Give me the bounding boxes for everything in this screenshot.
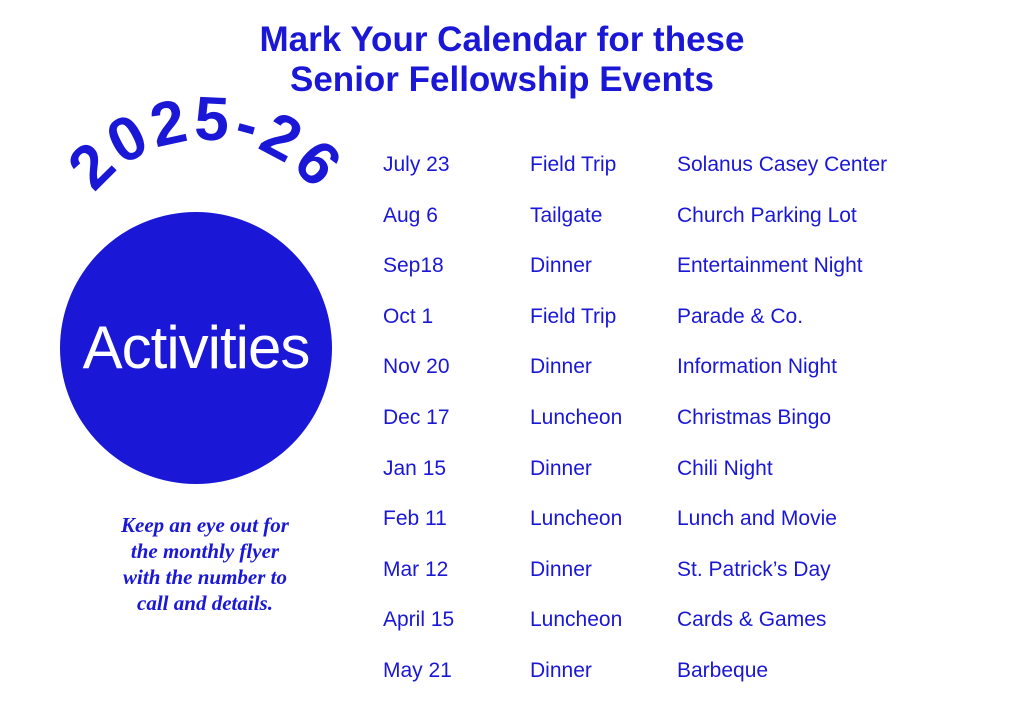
event-date: Feb 11 xyxy=(383,507,447,531)
event-row xyxy=(383,251,1003,302)
event-date: Nov 20 xyxy=(383,355,450,379)
event-date: Jan 15 xyxy=(383,456,447,480)
event-date: Mar 12 xyxy=(383,557,449,581)
note-line-3: with the number to xyxy=(123,565,287,589)
event-date: Oct 1 xyxy=(383,304,434,328)
note-line-2: the monthly flyer xyxy=(130,539,280,563)
note-line-1: Keep an eye out for xyxy=(121,513,289,537)
year-text: 2025-26 xyxy=(55,84,357,203)
event-type: Luncheon xyxy=(530,507,623,531)
event-row xyxy=(383,150,1003,201)
year-arc-text xyxy=(55,84,357,202)
event-type: Luncheon xyxy=(530,608,623,632)
event-row xyxy=(383,656,1003,707)
event-date: Aug 6 xyxy=(383,203,438,227)
title-line-2: Senior Fellowship Events xyxy=(290,60,714,99)
event-date: Dec 17 xyxy=(383,405,450,429)
event-description: Information Night xyxy=(677,355,837,379)
event-type: Field Trip xyxy=(530,304,617,328)
event-date: May 21 xyxy=(383,658,452,682)
event-description: Church Parking Lot xyxy=(677,203,857,227)
event-type: Luncheon xyxy=(530,405,623,429)
event-row xyxy=(383,454,1003,505)
event-row xyxy=(383,403,1003,454)
event-description: Barbeque xyxy=(677,658,769,682)
event-date: April 15 xyxy=(383,608,455,632)
event-date: Sep18 xyxy=(383,254,444,278)
event-description: Parade & Co. xyxy=(677,304,804,328)
event-type: Dinner xyxy=(530,456,592,480)
events-list xyxy=(383,150,1003,707)
page-title xyxy=(0,20,1004,100)
event-type: Dinner xyxy=(530,254,592,278)
event-description: Solanus Casey Center xyxy=(677,153,888,176)
event-date: July 23 xyxy=(383,153,450,176)
event-row xyxy=(383,201,1003,252)
event-row xyxy=(383,352,1003,403)
event-type: Tailgate xyxy=(530,203,603,227)
event-row xyxy=(383,555,1003,606)
event-description: St. Patrick’s Day xyxy=(677,557,831,581)
event-description: Cards & Games xyxy=(677,608,827,632)
note-line-4: call and details. xyxy=(137,591,273,615)
event-type: Field Trip xyxy=(530,153,617,176)
event-description: Entertainment Night xyxy=(677,254,863,278)
event-description: Lunch and Movie xyxy=(677,507,837,531)
activities-label: Activities xyxy=(82,314,310,381)
flyer-note xyxy=(60,512,350,616)
event-row xyxy=(383,605,1003,656)
event-type: Dinner xyxy=(530,355,592,379)
event-row xyxy=(383,302,1003,353)
title-line-1: Mark Your Calendar for these xyxy=(259,20,745,59)
event-type: Dinner xyxy=(530,557,592,581)
event-type: Dinner xyxy=(530,658,592,682)
event-description: Chili Night xyxy=(677,456,773,480)
event-description: Christmas Bingo xyxy=(677,405,832,429)
event-row xyxy=(383,504,1003,555)
